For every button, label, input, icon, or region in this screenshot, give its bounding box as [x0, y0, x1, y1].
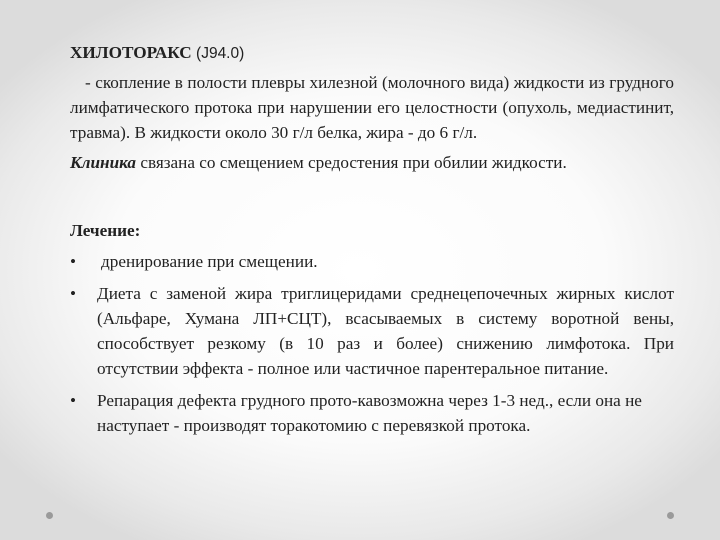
- decorative-dot-icon: [46, 512, 53, 519]
- clinic-term: Клиника: [70, 153, 137, 172]
- treatment-item-text: Диета с заменой жира триглицеридами среднецепочечных жирных кислот (Альфаре, Хумана ЛП+СЦТ), всасываемых в систему воротной вены, способствует резкому (в 10 раз и более) снижению лимфотока. При отсутствии эффекта - полное или частичное парентеральное питание.: [97, 284, 674, 378]
- treatment-list: [70, 249, 674, 438]
- heading-line: [70, 40, 674, 66]
- clinic-text: связана со смещением средостения при обилии жидкости.: [136, 153, 567, 172]
- slide-content: [70, 40, 674, 445]
- bullet-icon: •: [70, 391, 77, 410]
- diagnosis-code: (J94.0): [196, 45, 245, 62]
- list-item: [70, 249, 674, 274]
- treatment-heading: Лечение:: [70, 221, 141, 240]
- list-item: [70, 388, 674, 438]
- bullet-icon: •: [70, 284, 77, 303]
- page-title: ХИЛОТОРАКС: [70, 43, 192, 62]
- decorative-dot-icon: [667, 512, 674, 519]
- treatment-item-text: дренирование при смещении.: [101, 252, 318, 271]
- treatment-item-text: Репарация дефекта грудного прото-кавозможна через 1-3 нед., если она не наступает - производят торакотомию с перевязкой протока.: [97, 391, 642, 435]
- bullet-icon: •: [70, 252, 77, 271]
- definition-paragraph: - скопление в полости плевры хилезной (молочного вида) жидкости из грудного лимфатического протока при нарушении его целостности (опухоль, медиастинит, травма). В жидкости около 30 г/л белка, жира - до 6 г/л.: [70, 73, 674, 142]
- list-item: [70, 281, 674, 381]
- clinic-paragraph: [70, 150, 674, 175]
